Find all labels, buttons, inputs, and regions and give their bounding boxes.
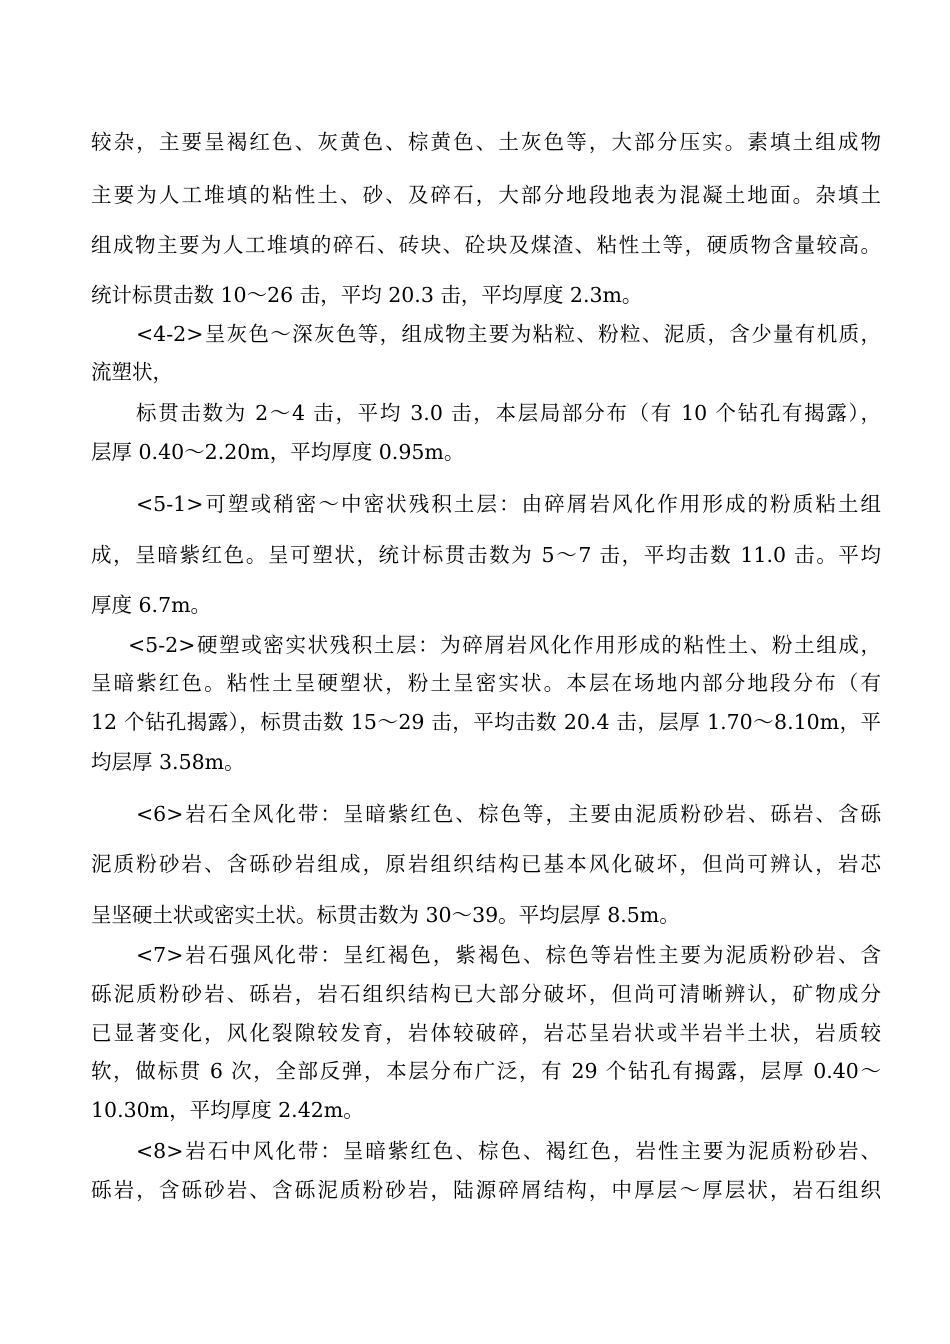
text-line: 呈暗紫红色。粘性土呈硬塑状，粉土呈密实状。本层在场地内部分地段分布（有 xyxy=(91,671,881,695)
text-line: <5-2>硬塑或密实状残积土层：为碎屑岩风化作用形成的粘性土、粉土组成， xyxy=(128,633,881,657)
text-line: 10.30m，平均厚度 2.42m。 xyxy=(91,1098,364,1122)
text-line: 成，呈暗紫红色。呈可塑状，统计标贯击数为 5～7 击，平均击数 11.0 击。平均 xyxy=(91,543,881,567)
text-line: 泥质粉砂岩、含砾砂岩组成，原岩组织结构已基本风化破坏，但尚可辨认，岩芯 xyxy=(91,852,881,876)
text-line: 层厚 0.40～2.20m，平均厚度 0.95m。 xyxy=(91,440,465,464)
text-line: 厚度 6.7m。 xyxy=(91,593,212,617)
text-line: 12 个钻孔揭露），标贯击数 15～29 击，平均击数 20.4 击，层厚 1.70～8.10m，平 xyxy=(91,710,881,734)
text-line: 已显著变化，风化裂隙较发育，岩体较破碎，岩芯呈岩状或半岩半土状，岩质较 xyxy=(91,1021,881,1045)
text-line: 均层厚 3.58m。 xyxy=(91,750,245,774)
text-line: <7>岩石强风化带：呈红褐色，紫褐色、棕色等岩性主要为泥质粉砂岩、含 xyxy=(136,943,881,967)
text-line: 呈坚硬土状或密实土状。标贯击数为 30～39。平均层厚 8.5m。 xyxy=(91,903,680,927)
text-line: 主要为人工堆填的粘性土、砂、及碎石，大部分地段地表为混凝土地面。杂填土 xyxy=(91,183,881,207)
text-line: 砾岩，含砾砂岩、含砾泥质粉砂岩，陆源碎屑结构，中厚层～厚层状，岩石组织 xyxy=(91,1178,881,1202)
text-line: 流塑状， xyxy=(91,360,173,384)
text-line: <6>岩石全风化带：呈暗紫红色、棕色等，主要由泥质粉砂岩、砾岩、含砾 xyxy=(136,802,881,826)
text-line: 组成物主要为人工堆填的碎石、砖块、砼块及煤渣、粘性土等，硬质物含量较高。 xyxy=(91,233,881,257)
text-line: <8>岩石中风化带：呈暗紫红色、棕色、褐红色，岩性主要为泥质粉砂岩、 xyxy=(136,1139,881,1163)
text-line: 砾泥质粉砂岩、砾岩，岩石组织结构已大部分破坏，但尚可清晰辨认，矿物成分 xyxy=(91,982,881,1006)
text-line: 软，做标贯 6 次，全部反弹，本层分布广泛，有 29 个钻孔有揭露，层厚 0.40～ xyxy=(91,1059,881,1083)
text-line: 较杂，主要呈褐红色、灰黄色、棕黄色、土灰色等，大部分压实。素填土组成物 xyxy=(91,130,881,154)
text-line: 统计标贯击数 10～26 击，平均 20.3 击，平均厚度 2.3m。 xyxy=(91,283,643,307)
text-line: 标贯击数为 2～4 击，平均 3.0 击，本层局部分布（有 10 个钻孔有揭露）， xyxy=(136,401,881,425)
text-line: <5-1>可塑或稍密～中密状残积土层：由碎屑岩风化作用形成的粉质粘土组 xyxy=(136,492,881,516)
text-line: <4-2>呈灰色～深灰色等，组成物主要为粘粒、粉粒、泥质，含少量有机质， xyxy=(136,322,881,346)
